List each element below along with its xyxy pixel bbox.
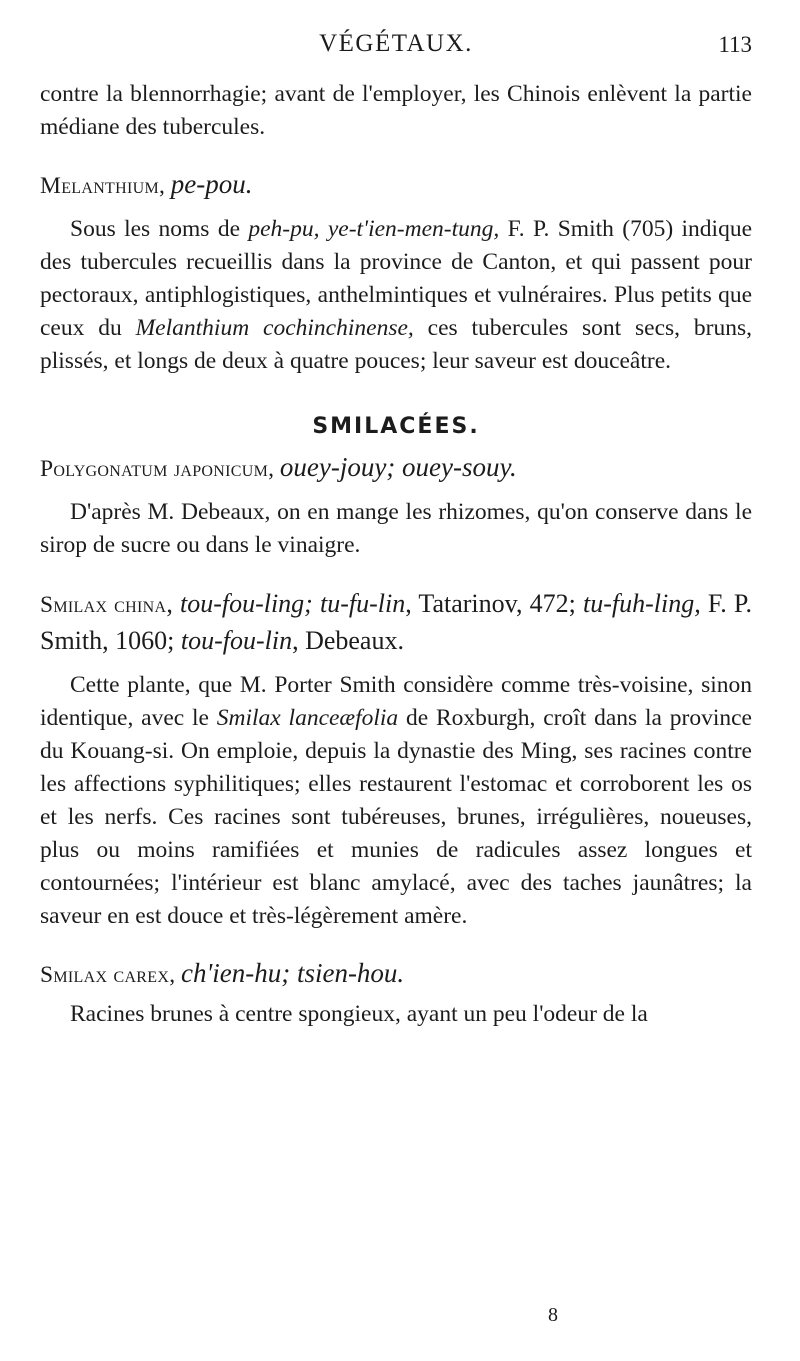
text-run: ces tubercules sont secs, bruns, plissés, et longs de deux à quatre pouces; leur saveur est douceâtre. (40, 315, 752, 374)
entry-melanthium (40, 168, 752, 203)
text-run: , Debeaux. (292, 626, 404, 655)
italic-run: Smilax lanceæfolia (216, 705, 399, 731)
vernacular-name: ouey-jouy; ouey-souy. (279, 452, 517, 482)
text-run: F. P. Smith (705) indique des tubercules recueillis dans la province de Canton, et qui passent pour pectoraux, antiphlogistiques, anthelmintiques et vulnéraires. Plus petits que ceux du (40, 216, 752, 341)
paragraph-smilax-carex: Racines brunes à centre spongieux, ayant un peu l'odeur de la (70, 1001, 648, 1027)
vernacular-name: tou-fou-lin (180, 626, 293, 655)
vernacular-name: tou-fou-ling; tu-fu-lin (179, 589, 406, 618)
separator: , (159, 173, 171, 199)
entry-smilax-carex (40, 957, 752, 992)
paragraph-melanthium (40, 213, 752, 378)
paragraph-polygonatum: D'après M. Debeaux, on en mange les rhizomes, qu'on conserve dans le sirop de sucre ou dans le vinaigre. (40, 499, 752, 558)
paragraph-smilax-china (40, 669, 752, 933)
genus-name: Smilax china (40, 592, 167, 618)
genus-name: Polygonatum japonicum (40, 456, 269, 482)
vernacular-name: pe-pou. (170, 169, 253, 199)
entry-smilax-china (40, 586, 752, 659)
running-head (40, 30, 752, 66)
separator: , (169, 962, 181, 988)
section-title: SMILACÉES. (312, 414, 480, 439)
page-number: 113 (718, 32, 752, 57)
separator: , (166, 589, 180, 618)
running-title: VÉGÉTAUX. (319, 30, 473, 57)
entry-polygonatum (40, 451, 752, 486)
signature-mark: 8 (548, 1304, 558, 1326)
separator: , (268, 456, 280, 482)
vernacular-name: ch'ien-hu; tsien-hou. (180, 958, 405, 988)
text-run: F. P. Smith, 1060; (40, 589, 752, 655)
genus-name: Smilax carex (40, 962, 170, 988)
text-run: Sous les noms de (70, 216, 249, 242)
text-run: Cette plante, que M. Porter Smith considère comme très-voisine, sinon identique, avec le (40, 672, 752, 731)
italic-run: Melanthium cochinchinense, (135, 315, 414, 341)
page-body (40, 78, 752, 1031)
paragraph-continued: contre la blennorrhagie; avant de l'employer, les Chinois enlèvent la partie médiane des tubercules. (40, 81, 752, 140)
text-run: , Tatarinov, 472; (405, 589, 583, 618)
text-run: de Roxburgh, croît dans la province du Kouang-si. On emploie, depuis la dynastie des Ming, ses racines contre les affections syphilitiques; elles restaurent l'estomac et corroborent les os et les nerfs. Ces racines sont tubéreuses, brunes, irrégulières, noueuses, plus ou moins ramifiées et munies de radicules assez longues et contournées; l'intérieur est blanc amylacé, avec des taches jaunâtres; la saveur en est douce et très-légèrement amère. (40, 705, 752, 929)
italic-run: peh-pu, ye-t'ien-men-tung, (248, 216, 500, 242)
vernacular-name: tu-fuh-ling, (582, 589, 701, 618)
genus-name: Melanthium (40, 173, 159, 199)
